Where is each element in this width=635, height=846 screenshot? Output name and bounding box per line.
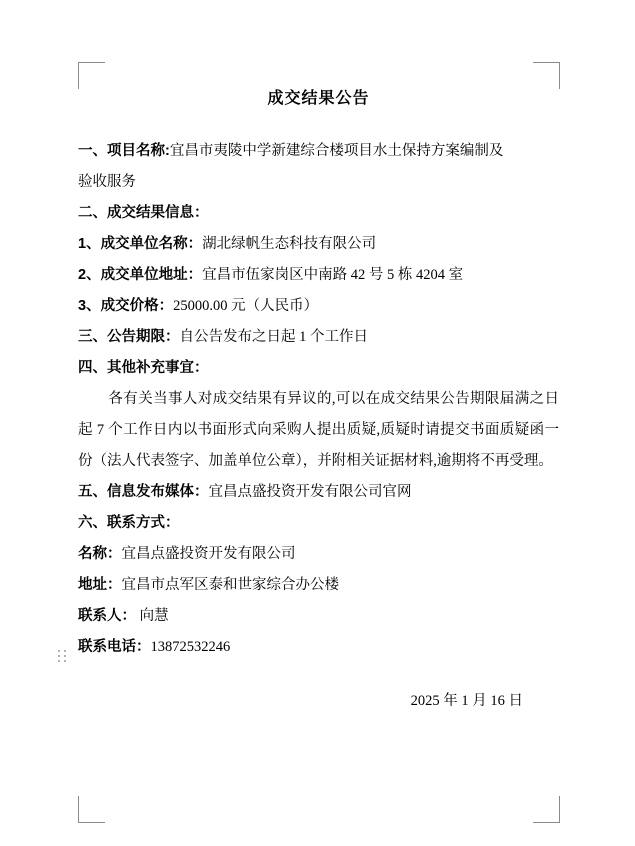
item-winner-address-label: 2、成交单位地址：: [78, 267, 203, 283]
section-other-matters: [78, 353, 559, 384]
item-winner-name: [78, 229, 559, 260]
section-project-name-value: 宜昌市夷陵中学新建综合楼项目水土保持方案编制及: [169, 143, 504, 159]
contact-address-value: 宜昌市点军区泰和世家综合办公楼: [121, 577, 339, 593]
item-winner-name-value: 湖北绿帆生态科技有限公司: [202, 236, 377, 252]
contact-phone: [78, 632, 559, 663]
contact-name-value: 宜昌点盛投资开发有限公司: [121, 546, 296, 562]
section-media-value: 宜昌点盛投资开发有限公司官网: [208, 484, 412, 500]
section-project-name-cont-text: 验收服务: [78, 174, 136, 190]
contact-person: [78, 601, 559, 632]
section-result-info-label: 二、成交结果信息：: [78, 205, 209, 221]
section-announcement-period: [78, 322, 559, 353]
document-date: 2025 年 1 月 16 日: [410, 693, 523, 709]
section-media-label: 五、信息发布媒体：: [78, 484, 209, 500]
contact-name-label: 名称：: [78, 546, 122, 562]
section-announcement-period-value: 自公告发布之日起 1 个工作日: [179, 329, 368, 345]
contact-phone-value: 13872532246: [150, 639, 231, 655]
section-project-name-cont: [78, 167, 559, 198]
contact-address: [78, 570, 559, 601]
drag-handle-icon[interactable]: [58, 650, 67, 664]
paragraph-other-matters: [78, 384, 559, 477]
section-result-info: [78, 198, 559, 229]
section-contact: [78, 508, 559, 539]
page-title: 成交结果公告: [267, 90, 370, 107]
item-winner-address-value: 宜昌市伍家岗区中南路 42 号 5 栋 4204 室: [202, 267, 464, 283]
document-body: [78, 136, 559, 663]
section-contact-label: 六、联系方式：: [78, 515, 180, 531]
section-announcement-period-label: 三、公告期限：: [78, 329, 180, 345]
section-project-name-label: 一、项目名称:: [78, 143, 170, 159]
section-media: [78, 477, 559, 508]
contact-name: [78, 539, 559, 570]
section-other-matters-label: 四、其他补充事宜：: [78, 360, 209, 376]
paragraph-other-matters-text: 各有关当事人对成交结果有异议的,可以在成交结果公告期限届满之日起 7 个工作日内以书面形式向采购人提出质疑,质疑时请提交书面质疑函一份（法人代表签字、加盖单位公章），并附相关证据材料,逾期将不再受理。: [78, 391, 559, 469]
contact-phone-label: 联系电话：: [78, 639, 151, 655]
item-winning-price-value: 25000.00 元（人民币）: [173, 298, 319, 314]
document-content: [78, 62, 559, 822]
item-winner-address: [78, 260, 559, 291]
section-project-name: [78, 136, 559, 167]
contact-person-label: 联系人：: [78, 608, 136, 624]
item-winner-name-label: 1、成交单位名称：: [78, 236, 203, 252]
item-winning-price: [78, 291, 559, 322]
contact-address-label: 地址：: [78, 577, 122, 593]
contact-person-value: 向慧: [136, 608, 169, 624]
item-winning-price-label: 3、成交价格：: [78, 298, 174, 314]
